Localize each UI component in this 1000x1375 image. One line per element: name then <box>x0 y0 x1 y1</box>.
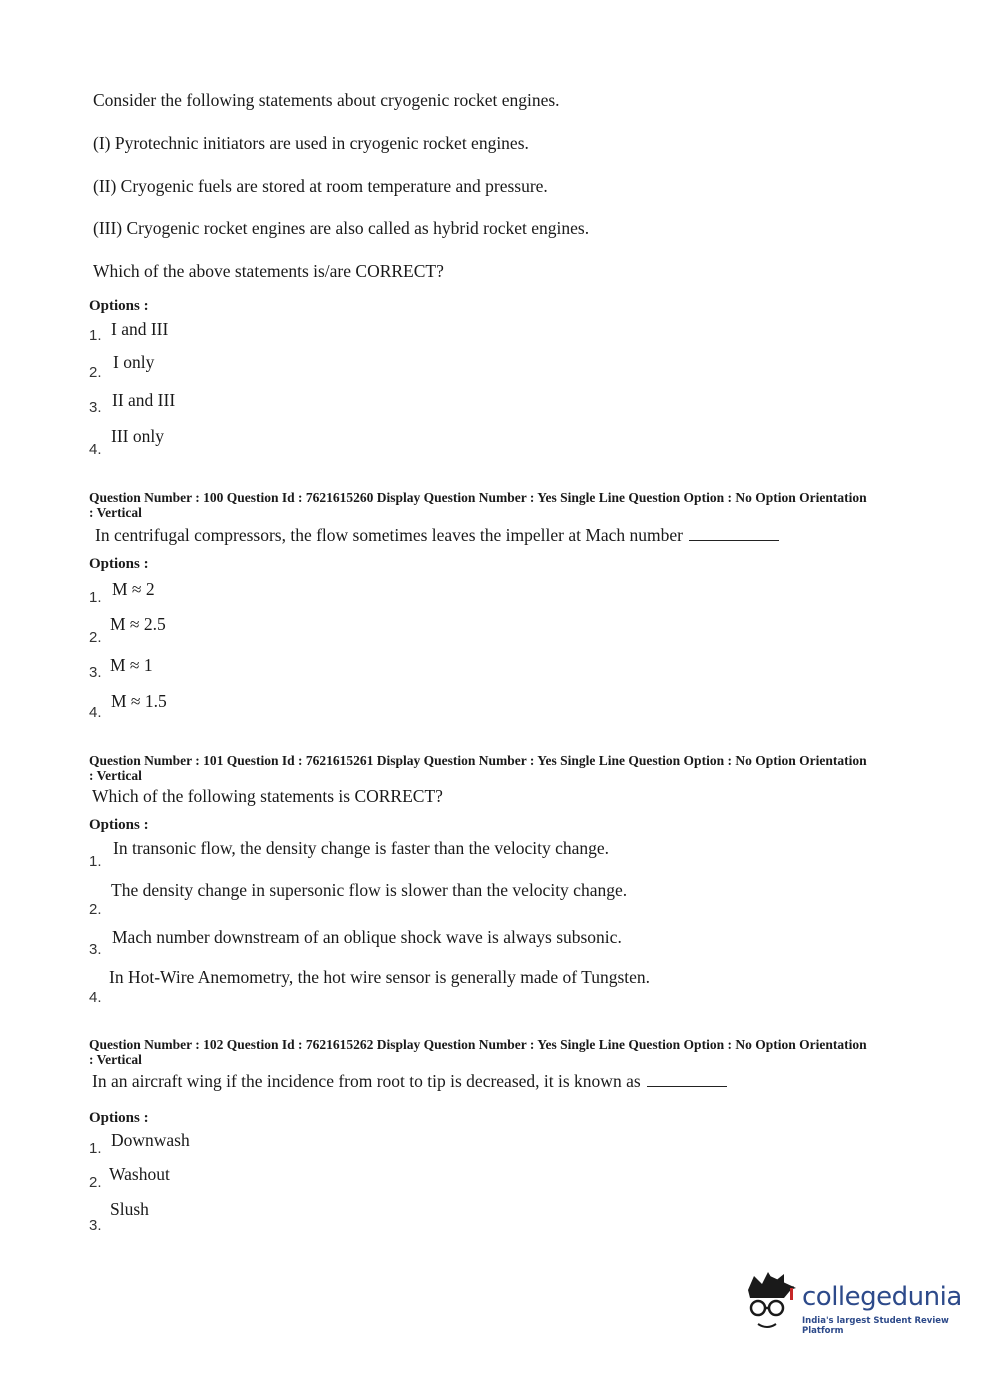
q102-answer-blank <box>647 1085 727 1087</box>
mascot-icon <box>740 1268 800 1334</box>
q99-question: Which of the above statements is/are CORRECT? <box>93 261 444 281</box>
q99-option-3-number: 3. <box>89 399 102 416</box>
q100-option-2[interactable]: M ≈ 2.5 <box>110 614 166 634</box>
q101-option-2-number: 2. <box>89 901 102 918</box>
q101-option-2[interactable]: The density change in supersonic flow is slower than the velocity change. <box>111 880 628 900</box>
q101-meta: Question Number : 101 Question Id : 7621615261 Display Question Number : Yes Single Line Question Option : No Option Orientation : Vertical <box>89 753 867 783</box>
q100-option-4-number: 4. <box>89 704 102 721</box>
q101-option-1[interactable]: In transonic flow, the density change is faster than the velocity change. <box>113 838 609 858</box>
q102-question-line <box>92 1071 727 1092</box>
q101-option-4[interactable]: In Hot-Wire Anemometry, the hot wire sensor is generally made of Tungsten. <box>109 967 651 987</box>
q102-question: In an aircraft wing if the incidence from root to tip is decreased, it is known as <box>92 1071 641 1091</box>
q100-option-3-number: 3. <box>89 664 102 681</box>
q99-statement-1: (I) Pyrotechnic initiators are used in cryogenic rocket engines. <box>93 133 529 153</box>
q99-option-4[interactable]: III only <box>111 426 164 446</box>
q99-intro: Consider the following statements about cryogenic rocket engines. <box>93 90 560 110</box>
q101-option-3-number: 3. <box>89 941 102 958</box>
logo-brand: collegedunia <box>802 1282 962 1312</box>
logo-tagline: India's largest Student Review Platform <box>802 1316 949 1336</box>
q99-option-1[interactable]: I and III <box>111 319 169 339</box>
q100-option-3[interactable]: M ≈ 1 <box>110 655 153 675</box>
q99-option-2-number: 2. <box>89 364 102 381</box>
q100-question-line <box>95 525 779 546</box>
q100-option-2-number: 2. <box>89 629 102 646</box>
q100-option-1-number: 1. <box>89 589 102 606</box>
q101-question: Which of the following statements is CORRECT? <box>92 786 443 806</box>
q99-options-label: Options : <box>89 298 149 314</box>
q102-option-1[interactable]: Downwash <box>111 1130 190 1150</box>
q101-option-1-number: 1. <box>89 853 102 870</box>
q99-option-4-number: 4. <box>89 441 102 458</box>
q102-option-1-number: 1. <box>89 1140 102 1157</box>
q100-options-label: Options : <box>89 556 149 572</box>
q100-question: In centrifugal compressors, the flow sometimes leaves the impeller at Mach number <box>95 525 684 545</box>
q100-meta: Question Number : 100 Question Id : 7621615260 Display Question Number : Yes Single Line Question Option : No Option Orientation : Vertical <box>89 490 867 520</box>
q99-option-3[interactable]: II and III <box>112 390 176 410</box>
q100-option-4[interactable]: M ≈ 1.5 <box>111 691 167 711</box>
q99-statement-2: (II) Cryogenic fuels are stored at room temperature and pressure. <box>93 176 548 196</box>
q102-option-3[interactable]: Slush <box>110 1199 149 1219</box>
q100-option-1[interactable]: M ≈ 2 <box>112 579 155 599</box>
q101-option-3[interactable]: Mach number downstream of an oblique shock wave is always subsonic. <box>112 927 622 947</box>
collegedunia-logo <box>740 1268 980 1338</box>
q101-options-label: Options : <box>89 817 149 833</box>
q99-option-2[interactable]: I only <box>113 352 155 372</box>
q102-option-3-number: 3. <box>89 1217 102 1234</box>
q102-option-2-number: 2. <box>89 1174 102 1191</box>
q100-answer-blank <box>689 539 779 541</box>
q102-meta: Question Number : 102 Question Id : 7621615262 Display Question Number : Yes Single Line Question Option : No Option Orientation : Vertical <box>89 1037 867 1067</box>
q99-statement-3: (III) Cryogenic rocket engines are also called as hybrid rocket engines. <box>93 218 590 238</box>
q102-options-label: Options : <box>89 1110 149 1126</box>
q101-option-4-number: 4. <box>89 989 102 1006</box>
q99-option-1-number: 1. <box>89 327 102 344</box>
q102-option-2[interactable]: Washout <box>109 1164 170 1184</box>
